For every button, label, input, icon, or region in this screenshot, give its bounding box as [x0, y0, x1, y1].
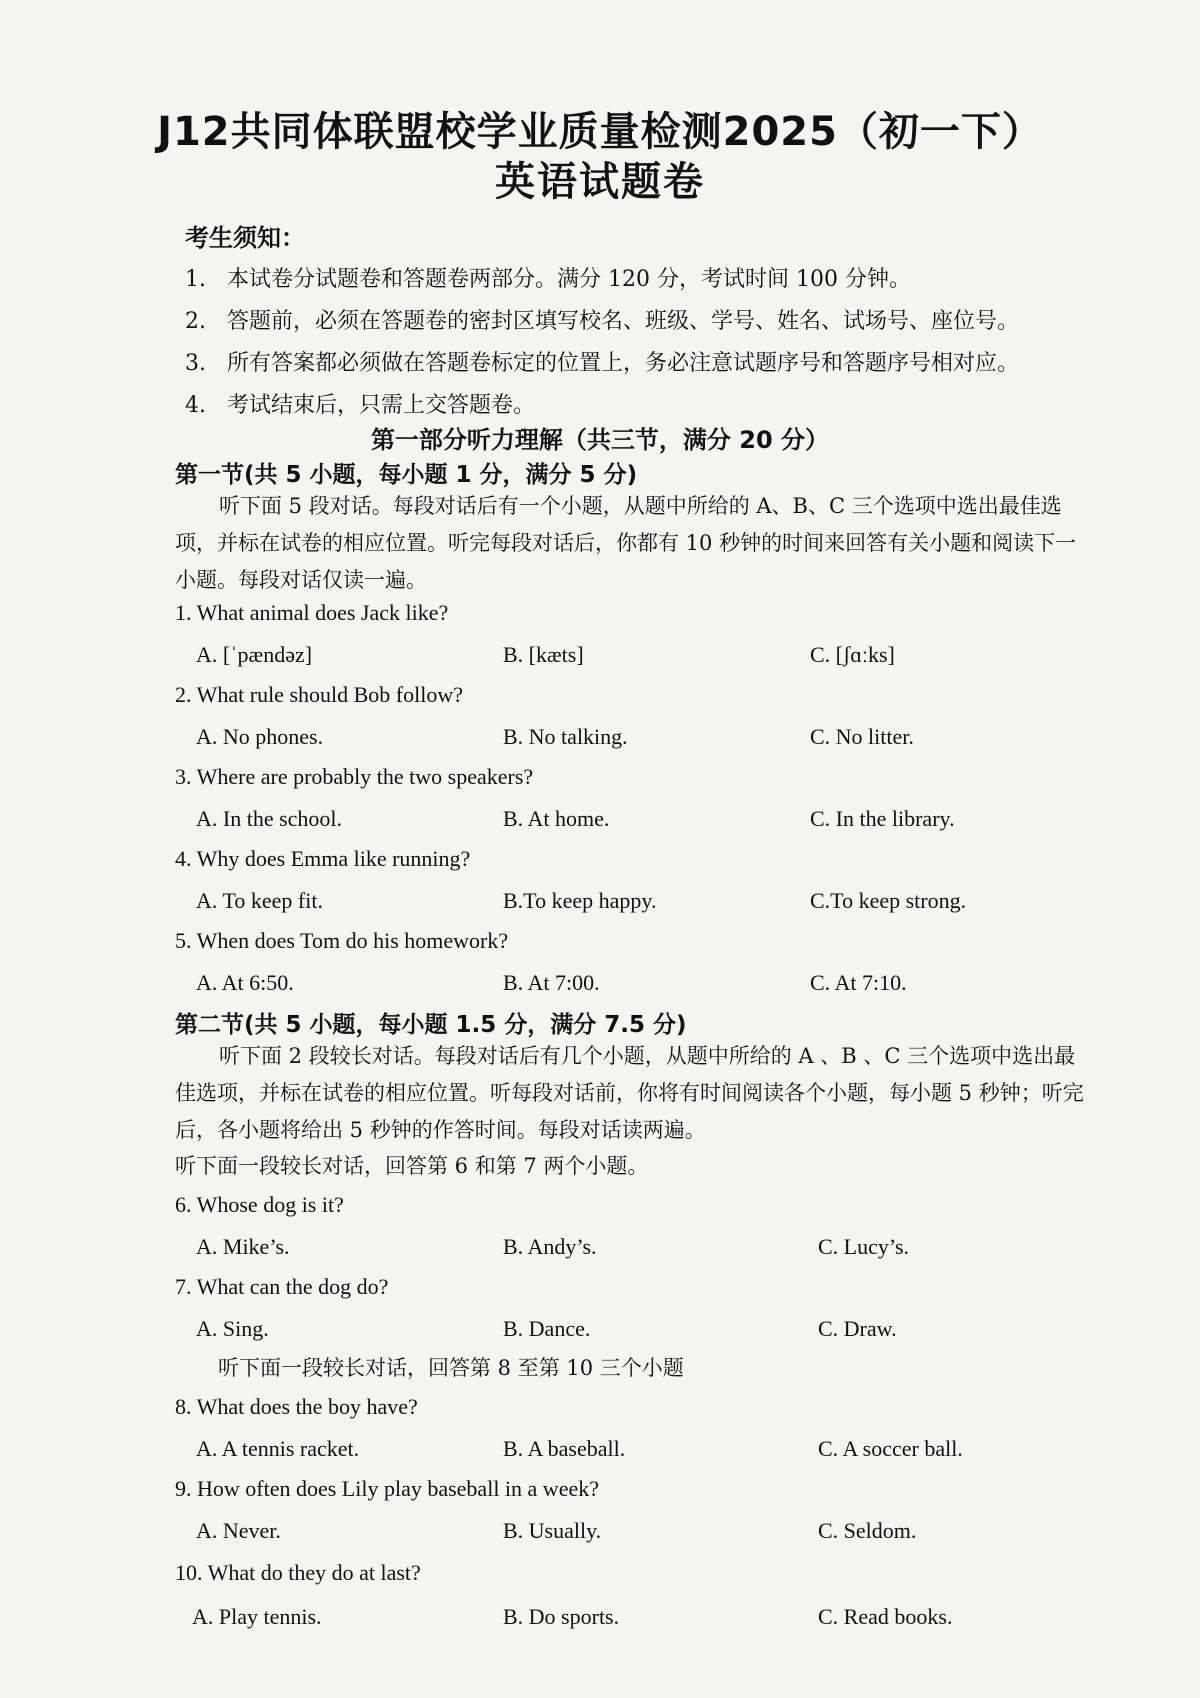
- option-b: B. Dance.: [503, 1316, 591, 1341]
- exam-subtitle: 英语试题卷: [495, 159, 705, 205]
- option-a: A. No phones.: [196, 724, 324, 749]
- notice-item: 1. 本试卷分试题卷和答题卷两部分。满分 120 分，考试时间 100 分钟。: [185, 267, 911, 292]
- option-a: A. Never.: [196, 1518, 281, 1543]
- question-text: 7. What can the dog do?: [175, 1274, 389, 1299]
- option-b: B. At 7:00.: [503, 970, 600, 995]
- option-a: A. In the school.: [196, 806, 343, 831]
- question-text: 4. Why does Emma like running?: [175, 846, 471, 871]
- part1-heading: 第一部分听力理解（共三节，满分 20 分）: [370, 426, 830, 454]
- option-a: A. At 6:50.: [196, 970, 294, 995]
- question-text: 2. What rule should Bob follow?: [175, 682, 463, 707]
- notice-item: 3. 所有答案都必须做在答题卷标定的位置上，务必注意试题序号和答题序号相对应。: [185, 351, 1020, 376]
- section2-instructions: 听下面 2 段较长对话。每段对话后有几个小题，从题中所给的 A 、B 、C 三个选项中选出最佳选项，并标在试卷的相应位置。听每段对话前，你将有时间阅读各个小题，每小题 5 秒钟；听完后，各小题将给出 5 秒钟的作答时间。每段对话读两遍。: [175, 1044, 1084, 1142]
- section1-heading: 第一节(共 5 小题，每小题 1 分，满分 5 分): [175, 462, 638, 488]
- notice-item: 4. 考试结束后，只需上交答题卷。: [185, 393, 536, 418]
- option-c: C. Lucy’s.: [818, 1234, 910, 1259]
- option-a: A. To keep fit.: [196, 888, 323, 913]
- option-b: B. No talking.: [503, 724, 628, 749]
- option-b: B. Andy’s.: [503, 1234, 597, 1259]
- option-c: C. Seldom.: [818, 1518, 917, 1543]
- option-c: C. At 7:10.: [810, 970, 907, 995]
- option-c: C. [ʃɑːks]: [810, 642, 895, 667]
- section1-instructions: 听下面 5 段对话。每段对话后有一个小题，从题中所给的 A、B、C 三个选项中选出最佳选项，并标在试卷的相应位置。听完每段对话后，你都有 10 秒钟的时间来回答有关小题和阅读下一小题。每段对话仅读一遍。: [175, 494, 1077, 592]
- dialogue-note: 听下面一段较长对话，回答第 6 和第 7 两个小题。: [175, 1154, 649, 1178]
- option-a: A. Sing.: [196, 1316, 269, 1341]
- option-b: B.To keep happy.: [503, 888, 657, 913]
- option-c: C.To keep strong.: [810, 888, 967, 913]
- option-b: B. Do sports.: [503, 1604, 620, 1629]
- dialogue-note: 听下面一段较长对话，回答第 8 至第 10 三个小题: [218, 1356, 684, 1380]
- question-text: 8. What does the boy have?: [175, 1394, 418, 1419]
- question-text: 3. Where are probably the two speakers?: [175, 764, 534, 789]
- option-c: C. No litter.: [810, 724, 914, 749]
- notice-item: 2. 答题前，必须在答题卷的密封区填写校名、班级、学号、姓名、试场号、座位号。: [185, 309, 1020, 334]
- option-a: A. Play tennis.: [192, 1604, 322, 1629]
- option-b: B. Usually.: [503, 1518, 602, 1543]
- question-text: 9. How often does Lily play baseball in a week?: [175, 1476, 599, 1501]
- option-c: C. A soccer ball.: [818, 1436, 963, 1461]
- question-text: 6. Whose dog is it?: [175, 1192, 344, 1217]
- question-text: 5. When does Tom do his homework?: [175, 928, 509, 953]
- option-c: C. Read books.: [818, 1604, 953, 1629]
- notice-heading: 考生须知：: [185, 224, 305, 252]
- option-a: A. [ˈpændəz]: [196, 642, 313, 667]
- option-b: B. A baseball.: [503, 1436, 626, 1461]
- exam-title: J12共同体联盟校学业质量检测2025（初一下）: [157, 109, 1043, 155]
- option-a: A. A tennis racket.: [196, 1436, 360, 1461]
- question-text: 10. What do they do at last?: [175, 1560, 421, 1585]
- option-b: B. [kæts]: [503, 642, 584, 667]
- option-a: A. Mike’s.: [196, 1234, 290, 1259]
- option-b: B. At home.: [503, 806, 610, 831]
- option-c: C. In the library.: [810, 806, 955, 831]
- question-text: 1. What animal does Jack like?: [175, 600, 449, 625]
- option-c: C. Draw.: [818, 1316, 897, 1341]
- section2-heading: 第二节(共 5 小题，每小题 1.5 分，满分 7.5 分): [175, 1012, 687, 1038]
